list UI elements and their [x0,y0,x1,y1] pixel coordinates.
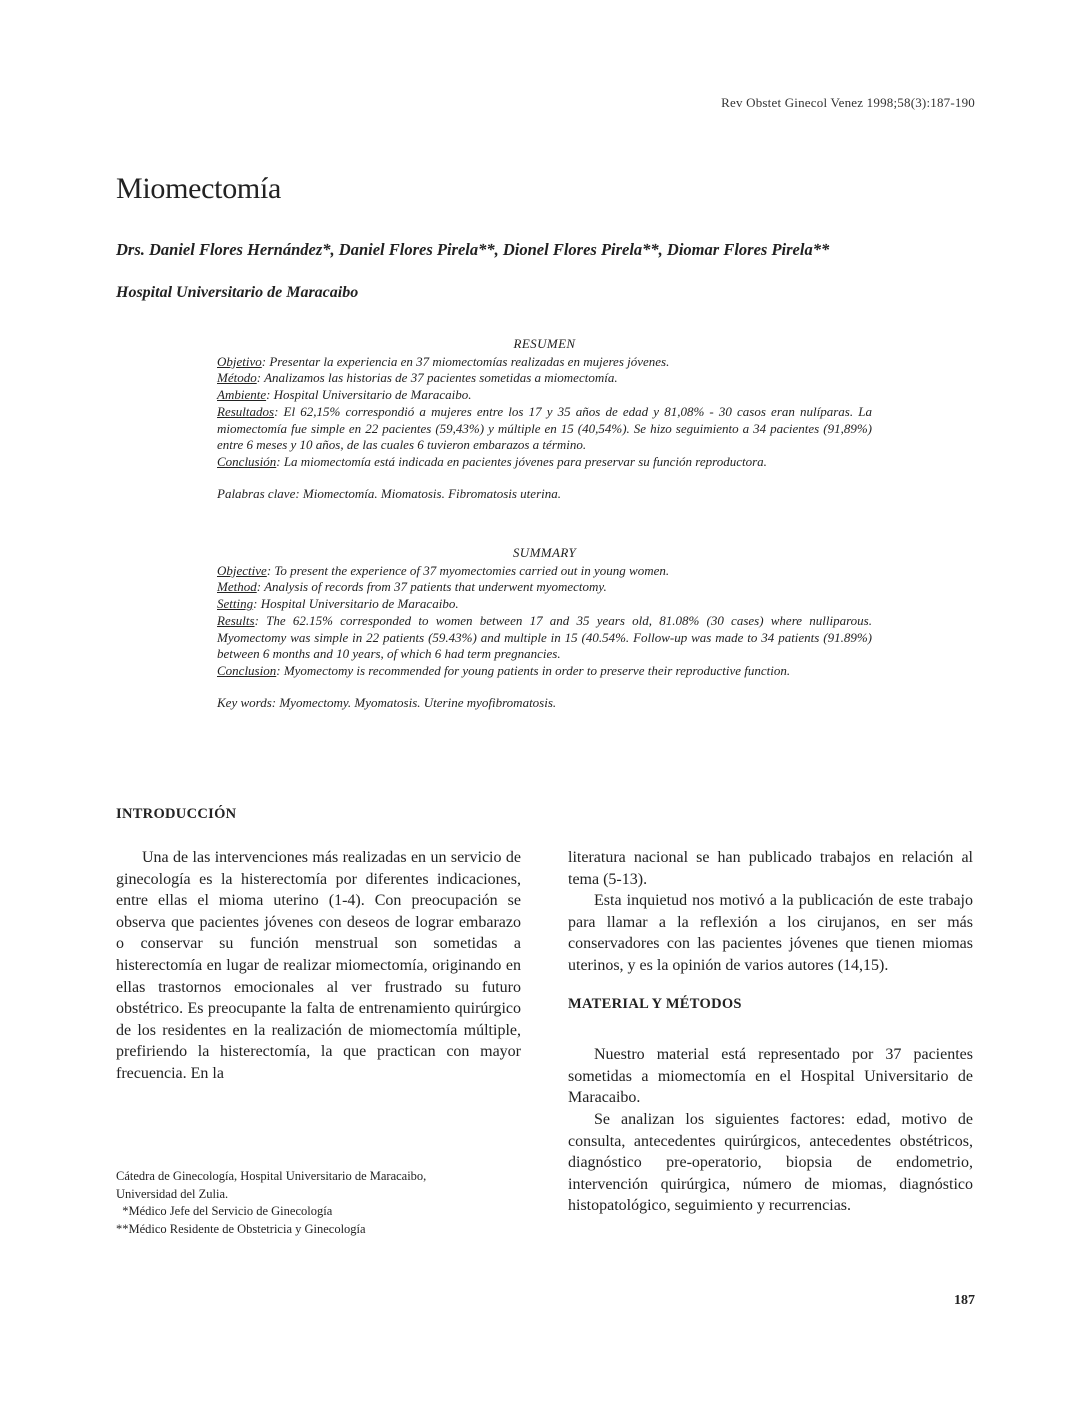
summary-abstract [217,545,872,711]
page-number: 187 [954,1293,975,1308]
journal-reference: Rev Obstet Ginecol Venez 1998;58(3):187-190 [721,95,975,110]
resumen-resultados: Resultados: El 62,15% correspondió a mujeres entre los 17 y 35 años de edad y 81,08% - 30 casos eran nulíparas. La miomectomía fue simple en 22 pacientes (59,43%) y múltiple en 15 (40,54%). Se hizo seguimiento a 34 pacientes (91,89%) entre 6 meses y 10 años, de las cuales 6 tuvieron embarazos a término. [217,403,872,453]
summary-method: Method: Analysis of records from 37 patients that underwent myomectomy. [217,579,607,595]
footnote-line: Cátedra de Ginecología, Hospital Universitario de Maracaibo, [116,1169,427,1183]
introduccion-heading: INTRODUCCIÓN [116,806,237,822]
introduccion-paragraph-2: Esta inquietud nos motivó a la publicación de este trabajo para llamar a la reflexión a los cirujanos, en ser más conservadores con las pacientes jóvenes que tienen miomas uterinos, y es la opinión de varios autores (14,15). [568,892,973,974]
summary-setting: Setting: Hospital Universitario de Maracaibo. [217,596,459,612]
introduccion-paragraph: Una de las intervenciones más realizadas en un servicio de ginecología es la histerectomía por diferentes indicaciones, entre ellas el mioma uterino (1-4). Con preocupación se observa que pacientes jóvenes con deseos de lograr embarazo o conservar su función menstrual son sometidas a histerectomía en lugar de realizar miomectomía, originando en ellas trastornos emocionales al ver frustrado su futuro obstétrico. Es preocupante la falta de entrenamiento quirúrgico de los residentes en la realización de miomectomía múltiple, prefiriendo la histerectomía, la que practican con mayor frecuencia. En la [116,849,521,1082]
author-list: Drs. Daniel Flores Hernández*, Daniel Flores Pirela**, Dionel Flores Pirela**, Diomar Flores Pirela** [116,240,830,259]
summary-keywords: Key words: Myomectomy. Myomatosis. Uterine myofibromatosis. [217,694,557,710]
summary-objective: Objective: To present the experience of 37 myomectomies carried out in young women. [217,562,670,578]
resumen-metodo: Método: Analizamos las historias de 37 pacientes sometidas a miomectomía. [217,370,618,386]
resumen-conclusion: Conclusión: La miomectomía está indicada en pacientes jóvenes para preservar su función reproductora. [217,453,767,469]
resumen-heading: RESUMEN [513,336,576,351]
resumen-objetivo: Objetivo: Presentar la experiencia en 37 miomectomías realizadas en mujeres jóvenes. [217,353,670,369]
material-paragraph-2: Se analizan los siguientes factores: edad, motivo de consulta, antecedentes quirúrgicos, antecedentes obstétricos, diagnóstico pre-operatorio, biopsia de endometrio, intervención quirúrgica, número de miomas, diagnóstico histopatológico, seguimiento y recurrencias. [568,1110,973,1215]
left-column [116,847,521,1085]
affiliation: Hospital Universitario de Maracaibo [116,284,359,301]
footnote-line: Universidad del Zulia. [116,1186,229,1201]
material-paragraph-1: Nuestro material está representado por 37 pacientes sometidas a miomectomía en el Hospital Universitario de Maracaibo. [568,1046,973,1107]
summary-conclusion: Conclusion: Myomectomy is recommended for young patients in order to preserve their reproductive function. [217,662,791,678]
right-column [568,847,973,1217]
article-title: Miomectomía [116,172,281,205]
introduccion-paragraph-continued: literatura nacional se han publicado trabajos en relación al tema (5-13). [568,849,973,888]
footnote-line: *Médico Jefe del Servicio de Ginecología [116,1204,333,1218]
summary-heading: SUMMARY [512,545,577,560]
footnotes [116,1168,536,1238]
summary-results: Results: The 62.15% corresponded to women between 17 and 35 years old, 81.08% (30 cases) where nulliparous. Myomectomy was simple in 22 patients (59.43%) and multiple in 15 (40.54%. Follow-up was made to 34 patients (91.89%) between 6 months and 10 years, of which 6 had term pregnancies. [217,612,872,662]
footnote-line: **Médico Residente de Obstetricia y Ginecología [116,1221,366,1236]
material-metodos-heading: MATERIAL Y MÉTODOS [568,995,742,1012]
resumen-abstract [217,336,872,502]
resumen-ambiente: Ambiente: Hospital Universitario de Maracaibo. [217,387,472,403]
resumen-keywords: Palabras clave: Miomectomía. Miomatosis. Fibromatosis uterina. [217,485,561,501]
